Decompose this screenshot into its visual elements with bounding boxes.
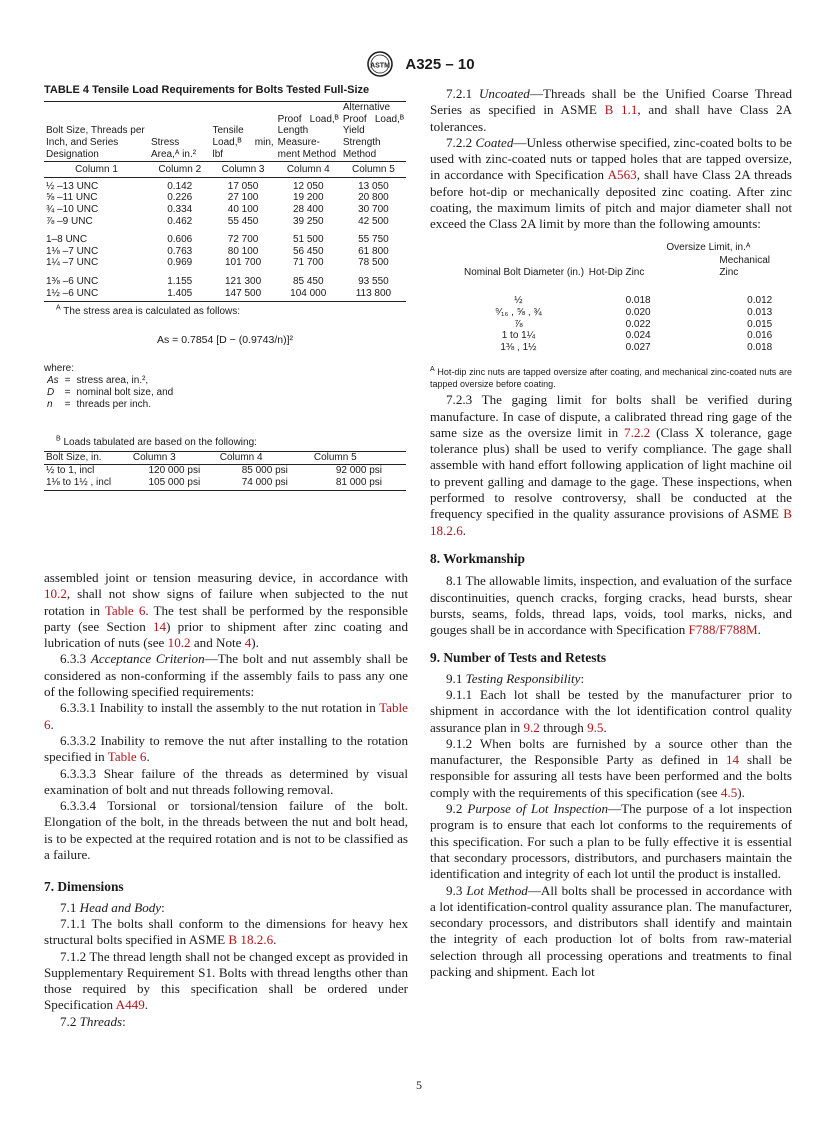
table4-cell: 80 100 (227, 245, 259, 257)
table4-cell: 121 300 (225, 276, 262, 288)
where-cell: threads per inch. (76, 398, 152, 410)
xref-link[interactable]: 10.2 (44, 586, 67, 602)
table4-cell: 71 700 (292, 257, 324, 269)
section-7-2: 7.2 Threads: (60, 1013, 126, 1029)
xref-link[interactable]: Table 6 (107, 749, 147, 765)
section-9-3: 9.3 Lot Method—All bolts shall be processed in accordance with a lot identification-control quality assurance plan. The manufacturer, secondary processors, and distributors shall identify and maintain the integrity of each production lot of bolts from raw-material selection through all processing operations and treatments to final packing and shipment. Each lot (430, 882, 793, 980)
table4-row (44, 288, 406, 302)
xref-link[interactable]: B 18.2.6 (228, 932, 274, 948)
b-header: Column 4 (218, 451, 312, 465)
oversize-header: Mechanical Zinc (719, 255, 770, 278)
oversize-cell: 0.012 (747, 295, 773, 307)
oversize-row (450, 319, 792, 331)
table4-cell: 101 700 (225, 257, 262, 269)
table4-cell: 30 700 (358, 204, 389, 216)
b-cell: 1⅛ to 1½ , incl (44, 477, 131, 491)
where-cell: D (47, 386, 55, 398)
section-7-2-2: 7.2.2 Coated—Unless otherwise specified, zinc-coated bolts to be used with zinc-coated nuts or tapped holes that are tapped oversize, in accordance with Specification A563, shall have Class 2A threads before hot-dip or mechanically deposited zinc coating. After zinc coating, the maximum limits of pitch and major diameter shall not exceed the Class 2A limit by more than the following amounts: (430, 134, 792, 232)
table4-block (44, 80, 406, 491)
table4-cell: 1–8 UNC (46, 234, 88, 246)
oversize-cell: 1⅜ , 1½ (500, 341, 537, 353)
stress-area-formula: As = 0.7854 [D − (0.9743/n)]² (157, 334, 293, 347)
section-7-1-1: 7.1.1 The bolts shall conform to the dimensions for heavy hex structural bolts specified in ASME B 18.2.6. (44, 915, 408, 948)
column-number: Column 2 (149, 162, 211, 178)
section-9-1-1: 9.1.1 Each lot shall be tested by the manufacturer prior to shipment in accordance with the lot identification control quality assurance plan in 9.2 through 9.5. (430, 686, 792, 735)
b-cell: 85 000 psi (241, 465, 288, 477)
xref-link[interactable]: 4 (244, 635, 252, 651)
oversize-row (450, 307, 792, 319)
oversize-cell: ½ (514, 295, 523, 307)
oversize-cell: 0.013 (747, 307, 773, 319)
table4-header: Proof Load,ᴮ Length Measure-ment Method (276, 102, 341, 161)
oversize-row (450, 330, 792, 342)
section-8-1: 8.1 The allowable limits, inspection, and evaluation of the surface discontinuities, quench cracks, forging cracks, head bursts, shear bursts, seams, folds, thread laps, voids, tool marks, nicks, and gouges shall be in accordance with Specification F788/F788M. (430, 573, 792, 638)
b-cell: 120 000 psi (148, 465, 201, 477)
b-cell: ½ to 1, incl (46, 465, 95, 477)
table4-header: Stress Area,ᴬ in.² (149, 102, 211, 161)
page-number: 5 (416, 1078, 422, 1092)
oversize-cell: 0.027 (625, 341, 651, 353)
heading-dimensions: 7. Dimensions (44, 879, 124, 895)
where-item (44, 387, 176, 399)
left-body (44, 570, 408, 1030)
right-body (430, 86, 792, 980)
where-cell: = (64, 374, 71, 386)
section-6-3-3-1: 6.3.3.1 Inability to install the assembly to the nut rotation in Table 6. (44, 700, 408, 732)
table4-cell: 56 450 (292, 245, 324, 257)
oversize-header: Nominal Bolt Diameter (in.) (464, 266, 585, 278)
table4-cell: 72 700 (227, 234, 259, 246)
section-6-3-3-3: 6.3.3.3 Shear failure of the threads as determined by visual examination of bolt and nut threads following removal. (44, 765, 408, 797)
oversize-cell: 0.024 (625, 330, 651, 342)
b-cell: 74 000 psi (218, 477, 312, 491)
oversize-group-header: Oversize Limit, in.ᴬ (666, 241, 751, 253)
oversize-cell: 0.018 (747, 341, 773, 353)
table4-cell: 19 200 (292, 192, 324, 204)
oversize-cell: 0.015 (747, 318, 773, 330)
heading-workmanship: 8. Workmanship (430, 550, 526, 566)
table4-cell: 1⅜ –6 UNC (46, 276, 99, 288)
oversize-cell: 0.018 (625, 295, 651, 307)
b-header: Bolt Size, in. (44, 451, 131, 465)
section-7-2-3: 7.2.3 The gaging limit for bolts shall be verified during manufacture. In case of dispute, a calibrated thread ring gage of the same size as the oversize limit in 7.2.2 (Class X tolerance, gage tolerance plus) shall be used to verify compliance. The gage shall assemble with hand effort following application of light machine oil to prevent galling and damage to the gage. These inspections, when performed to resolve controversy, shall be conducted at the frequency specified in the quality assurance provisions of ASME B 18.2.6. (430, 392, 792, 538)
section-7-1: 7.1 Head and Body: (60, 899, 165, 915)
section-6-3-3: 6.3.3 Acceptance Criterion—The bolt and nut assembly shall be considered as non-conforming if the assembly fails to pass any one of the following specified requirements: (44, 651, 408, 700)
xref-link[interactable]: 7.2.2 (624, 424, 651, 440)
table4-cell: 113 800 (341, 288, 406, 302)
where-cell: nominal bolt size, and (76, 386, 174, 398)
table4-cell: 93 550 (358, 276, 389, 288)
oversize-table (450, 241, 792, 354)
where-list (44, 375, 176, 411)
oversize-cell: 0.020 (625, 307, 651, 319)
table4-cell: 0.763 (167, 245, 193, 257)
table4-row (44, 204, 406, 216)
oversize-cell: ⅞ (514, 318, 523, 330)
table4-cell: 42 500 (358, 215, 389, 227)
table4-cell: 20 800 (358, 192, 389, 204)
xref-link[interactable]: 9.5 (587, 719, 604, 735)
b-row (44, 477, 406, 491)
footnote-b: $^B$ Loads tabulated are based on the following: (56, 435, 257, 448)
where-cell: = (64, 398, 71, 410)
xref-link[interactable]: Table 6 (44, 700, 408, 732)
table4-cell: 61 800 (358, 245, 389, 257)
footnote-a: $^A$ The stress area is calculated as follows: (56, 304, 241, 318)
table4-row (44, 276, 406, 288)
where-cell: stress area, in.², (76, 374, 149, 386)
oversize-row (450, 342, 792, 354)
table4-cell: 85 450 (292, 276, 324, 288)
xref-link[interactable]: F788/F788M (688, 622, 758, 638)
table4-row (44, 257, 406, 269)
heading-number-of-tests: 9. Number of Tests and Retests (430, 650, 607, 666)
where-item (44, 375, 176, 387)
table4-cell: 1¼ –7 UNC (46, 257, 99, 269)
table4-header: Tensile Load,ᴮ min, lbf (211, 102, 276, 161)
oversize-footnote: $^A$ Hot-dip zinc nuts are tapped oversize after coating, and mechanical zinc-coated nuts are tapped oversize before coating. (430, 366, 792, 389)
table4-cell: 0.969 (167, 257, 193, 269)
table4-cell: ½ –13 UNC (46, 180, 99, 192)
table4-cell: 78 500 (358, 257, 389, 269)
section-6-3-3-2: 6.3.3.2 Inability to remove the nut after installing to the rotation specified in Table 6. (44, 732, 408, 765)
b-cell: 105 000 psi (131, 477, 218, 491)
xref-link[interactable]: A449 (115, 997, 145, 1013)
table4-cell: 51 500 (292, 234, 324, 246)
where-cell: = (64, 386, 71, 398)
astm-logo-icon (363, 50, 397, 78)
table4-cell: ⅝ –11 UNC (46, 192, 98, 204)
table4-cell: 39 250 (292, 215, 324, 227)
table4-header: Bolt Size, Threads per Inch, and Series Designation (44, 102, 149, 161)
table4-row (44, 181, 406, 193)
table4-cell: 17 050 (227, 180, 259, 192)
table4-cell: 0.142 (167, 180, 193, 192)
xref-link[interactable]: B 18.2.6 (430, 506, 792, 538)
xref-link[interactable]: 10.2 (167, 635, 191, 651)
logo-text: ASTM (370, 62, 391, 70)
designation: A325 – 10 (405, 55, 475, 73)
table4-row (44, 234, 406, 246)
table4-cell: 1½ –6 UNC (44, 288, 149, 302)
table4-cell: 40 100 (227, 204, 259, 216)
table4-cell: ⅞ –9 UNC (46, 215, 93, 227)
table4-cell: 1⅛ –7 UNC (46, 245, 99, 257)
oversize-cell: ⁹⁄₁₆ , ⅝ , ¾ (495, 307, 542, 319)
xref-link[interactable]: 14 (152, 618, 167, 634)
section-9-2: 9.2 Purpose of Lot Inspection—The purpose of a lot inspection program is to ensure that each lot conforms to the requirements of this specification. For such a plan to be fully effective it is essential that secondary processors, distributors, and purchasers maintain the identification and integrity of each lot until the product is installed. (430, 801, 793, 882)
oversize-cell: 1 to 1¼ (501, 330, 536, 342)
b-cell: 81 000 psi (312, 477, 406, 491)
table4-cell: 55 750 (358, 234, 389, 246)
section-9-1: 9.1 Testing Responsibility: (446, 670, 585, 686)
where-item (44, 399, 176, 411)
section-6-3-3-4: 6.3.3.4 Torsional or torsional/tension failure of the bolt. Elongation of the bolt, in the threads between the nut and bolt head, is to be expected at the required rotation and is not to be classified as a failure. (44, 798, 408, 863)
oversize-cell: 0.016 (747, 330, 773, 342)
table4-row (44, 192, 406, 204)
where-label: where: (44, 362, 75, 374)
b-header: Column 5 (312, 451, 406, 465)
table4-cell: ¾ –10 UNC (46, 204, 99, 216)
where-cell: As (47, 374, 59, 386)
column-number: Column 3 (211, 162, 276, 178)
xref-link[interactable]: 4.5 (720, 784, 738, 800)
column-number: Column 5 (341, 162, 406, 178)
table4-cell: 1.405 (149, 288, 211, 302)
table4-cell: 0.334 (167, 204, 193, 216)
table4-row (44, 216, 406, 228)
table4-cell: 27 100 (227, 192, 259, 204)
xref-link[interactable]: 14 (725, 752, 740, 768)
column-number: Column 4 (276, 162, 341, 178)
xref-link[interactable]: B 1.1 (604, 102, 638, 118)
paragraph: assembled joint or tension measuring device, in accordance with 10.2, shall not show signs of failure when subjected to the nut rotation in Table 6. The test shall be performed by the responsible party (see Section 14) prior to shipment after zinc coating and lubrication of nuts (see 10.2 and Note 4). (44, 570, 409, 651)
section-9-1-2: 9.1.2 When bolts are furnished by a source other than the manufacturer, the Responsible Party as defined in 14 shall be responsible for assuring all tests have been performed and the bolts comply with the requirements of this specification (see 4.5). (430, 735, 792, 800)
table4-cell: 0.226 (167, 192, 193, 204)
table4-cell: 55 450 (227, 215, 259, 227)
xref-link[interactable]: Table 6 (104, 602, 146, 618)
table4-cell: 0.462 (167, 215, 193, 227)
section-7-2-1: 7.2.1 Uncoated—Threads shall be the Unified Coarse Thread Series as specified in ASME B 1.1, and shall have Class 2A tolerances. (430, 86, 793, 134)
table4-footnote-b-table (44, 451, 406, 492)
table4-cell: 1.155 (167, 276, 193, 288)
table4-cell: 0.606 (167, 234, 193, 246)
oversize-header: Hot-Dip Zinc (588, 266, 645, 278)
table4-cell: 13 050 (358, 180, 389, 192)
table4-cell: 28 400 (292, 204, 324, 216)
b-header: Column 3 (131, 451, 218, 465)
table4-row (44, 246, 406, 258)
xref-link[interactable]: A563 (607, 167, 637, 183)
table4 (44, 102, 406, 302)
table4-cell: 104 000 (276, 288, 341, 302)
where-cell: n (47, 398, 53, 410)
oversize-row (450, 295, 792, 307)
b-cell: 92 000 psi (335, 465, 382, 477)
column-number: Column 1 (44, 162, 149, 178)
oversize-cell: 0.022 (625, 318, 651, 330)
xref-link[interactable]: 9.2 (523, 719, 540, 735)
section-7-1-2: 7.1.2 The thread length shall not be changed except as provided in Supplementary Requirement S1. Bolts with thread lengths other than those required by this specification shall be ordered under Specification A449. (44, 948, 408, 1013)
table4-caption: TABLE 4 Tensile Load Requirements for Bolts Tested Full-Size (44, 80, 406, 102)
b-row (44, 465, 406, 477)
table4-cell: 147 500 (211, 288, 276, 302)
table4-cell: 12 050 (292, 180, 324, 192)
table4-header: Alternative Proof Load,ᴮ Yield Strength Method (341, 102, 406, 161)
page-header (0, 50, 838, 78)
